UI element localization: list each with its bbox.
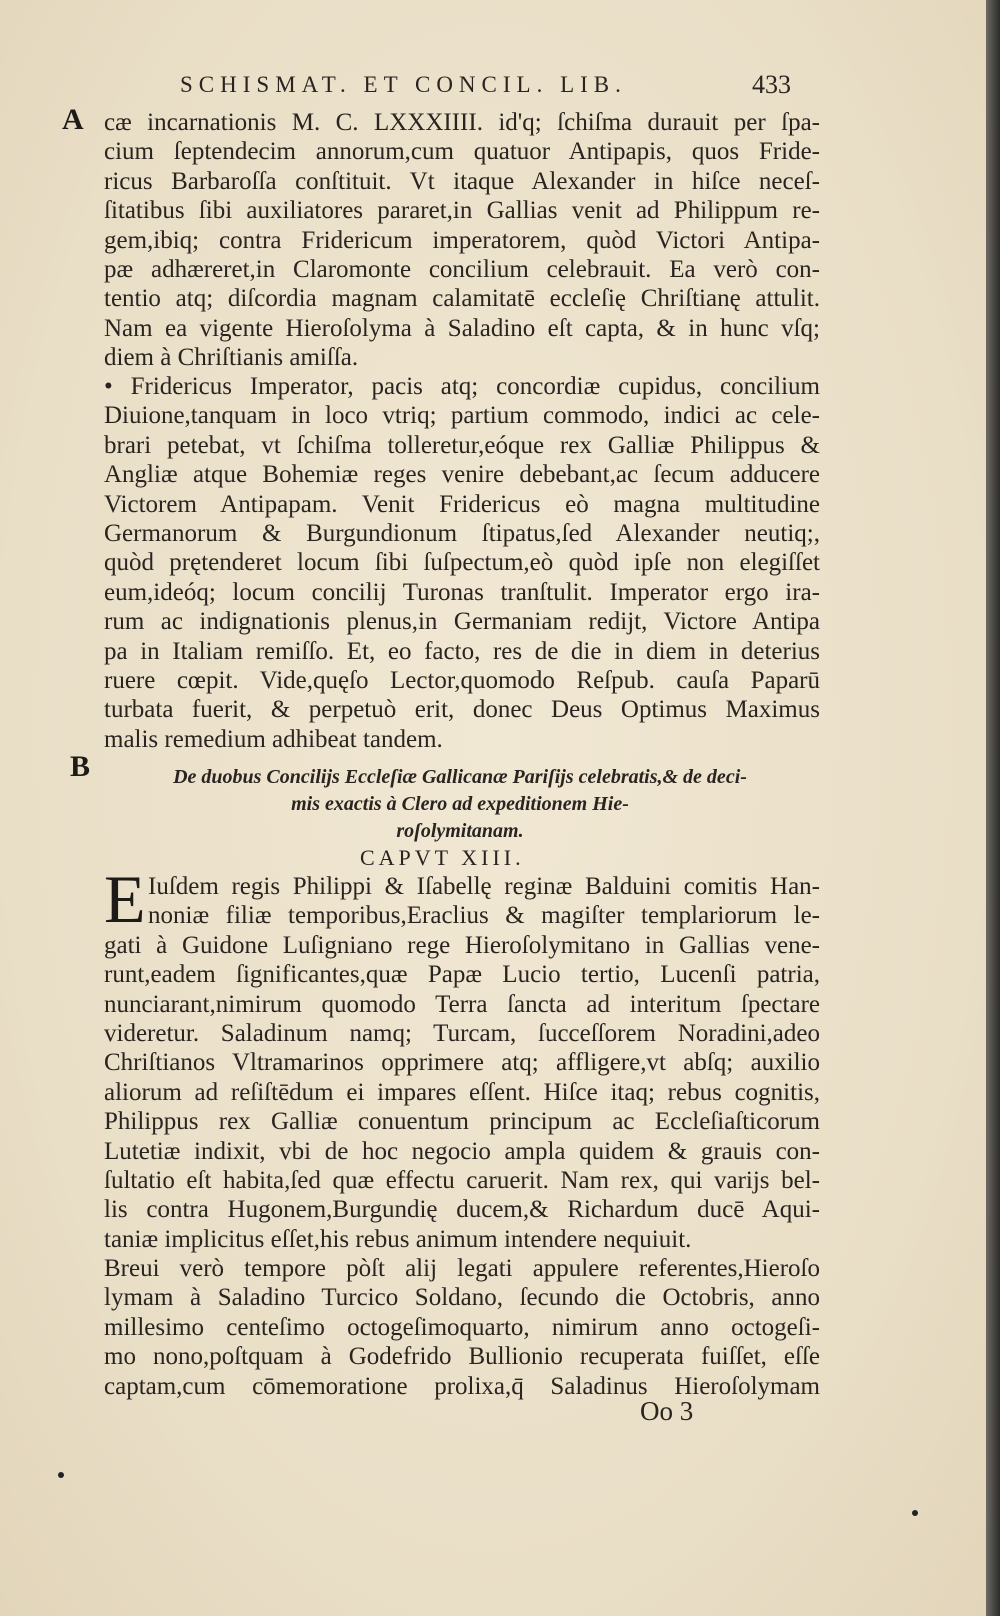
text-line: gati à Guidone Luſigniano rege Hieroſolymitano in Gallias vene- — [104, 931, 820, 959]
heading-line: mis exactis à Clero ad expeditionem Hie- — [291, 793, 629, 815]
text-line: brari petebat, vt ſchiſma tolleretur,eóque rex Galliæ Philippus & — [104, 431, 820, 459]
text-line: videretur. Saladinum namq; Turcam, ſucceſſorem Noradini,adeo — [104, 1019, 820, 1047]
paragraph-2 — [104, 372, 820, 754]
text-line: lis contra Hugonem,Burgundię ducem,& Richardum ducē Aqui- — [104, 1196, 820, 1224]
text-line: aliorum ad reſiſtēdum ei impares eſſent. Hiſce itaq; rebus cognitis, — [104, 1078, 820, 1106]
text-line: rum ac indignationis plenus,in Germaniam rediјt, Victore Antipa — [104, 608, 820, 636]
paragraph-1 — [104, 108, 820, 373]
text-line: noniæ filiæ temporibus,Eraclius & magiſter templariorum le- — [148, 902, 820, 930]
chapter-number: CAPVT XIII. — [360, 845, 525, 870]
text-line: nunciarant,nimirum quomodo Terra ſancta ad interitum ſpectare — [104, 990, 820, 1018]
margin-letter-b: B — [70, 750, 91, 783]
ink-speck — [58, 1472, 64, 1478]
margin-letter-a: A — [62, 103, 84, 136]
heading-line: roſolymitanam. — [396, 820, 524, 842]
text-line: Victorem Antipapam. Venit Fridericus eò magna multitudine — [104, 490, 820, 518]
text-line: taniæ implicitus eſſet,his rebus animum intendere nequiuit. — [104, 1225, 692, 1253]
paragraph-3 — [104, 931, 820, 1254]
text-line: Diuione,tanquam in loco vtriq; partium commodo, indici ac cele- — [104, 402, 820, 430]
text-line: • Fridericus Imperator, pacis atq; concordiæ cupidus, concilium — [104, 373, 820, 400]
text-line: pæ adhæreret,in Claromonte concilium celebrauit. Ea verò con- — [104, 255, 820, 283]
text-line: Iuſdem regis Philippi & Iſabellę reginæ Balduini comitis Han- — [148, 873, 820, 900]
running-head — [0, 68, 986, 104]
page-number: 433 — [752, 70, 791, 99]
text-line: ſitatibus ſibi auxiliatores pararet,in Gallias venit ad Philippum re- — [104, 197, 820, 225]
paragraph-3-indented — [148, 872, 820, 931]
text-line: malis remedium adhibeat tandem. — [104, 725, 443, 753]
text-line: Lutetiæ indixit, vbi de hoc negocio ampla quidem & grauis con- — [104, 1137, 820, 1165]
text-line: cæ incarnationis M. C. LXXXIIII. id'q; ſchiſma durauit per ſpa- — [104, 109, 820, 136]
text-line: pa in Italiam remiſſo. Et, eo facto, res de die in diem in deterius — [104, 637, 820, 665]
text-line: captam,cum cōmemoratione prolixa,q̄ Saladinus Hieroſolymam — [104, 1372, 820, 1400]
text-line: gem,ibiq; contra Fridericum imperatorem, quòd Victori Antipa- — [104, 226, 820, 254]
text-line: turbata fuerit, & perpetuò erit, donec Deus Optimus Maximus — [104, 696, 820, 724]
heading-line: De duobus Concilijs Eccleſiæ Gallicanæ Pariſijs celebratis,& de deci- — [173, 766, 747, 788]
text-line: tentio atq; diſcordia magnam calamitatē eccleſię Chriſtianę attulit. — [104, 285, 820, 313]
text-line: ſultatio eſt habita,ſed quæ effectu caruerit. Nam rex, qui varijs bel- — [104, 1166, 820, 1194]
text-line: eum,ideóq; locum concilij Turonas tranſtulit. Imperator ergo ira- — [104, 578, 820, 606]
drop-capital: E — [104, 861, 146, 937]
text-line: diem à Chriſtianis amiſſa. — [104, 344, 359, 372]
text-line: Angliæ atque Bohemiæ reges venire debebant,ac ſecum adducere — [104, 461, 820, 489]
text-line: lymam à Saladino Turcico Soldano, ſecundo die Octobris, anno — [104, 1284, 820, 1312]
text-line: Philippus rex Galliæ conuentum principum ac Eccleſiaſticorum — [104, 1108, 820, 1136]
text-line: Germanorum & Burgundionum ſtipatus,ſed Alexander neutiq;, — [104, 519, 820, 547]
text-line: Breui verò tempore pòſt alij legati appulere referentes,Hieroſo — [104, 1255, 820, 1282]
text-line: Nam ea vigente Hieroſolyma à Saladino eſt capta, & in hunc vſq; — [104, 314, 820, 342]
text-line: runt,eadem ſignificantes,quæ Papæ Lucio tertio, Lucenſi patria, — [104, 961, 820, 989]
text-line: Chriſtianos Vltramarinos opprimere atq; affligere,vt abſq; auxilio — [104, 1049, 820, 1077]
paragraph-4 — [104, 1254, 820, 1401]
text-line: mo nono,poſtquam à Godefrido Bullionio recuperata fuiſſet, eſſe — [104, 1343, 820, 1371]
text-line: cium ſeptendecim annorum,cum quatuor Antipapis, quos Fride- — [104, 138, 820, 166]
running-head-title: SCHISMAT. ET CONCIL. LIB. — [180, 72, 627, 97]
signature-mark: Oo 3 — [640, 1396, 694, 1426]
text-line: ruere cœpit. Vide,quęſo Lector,quomodo Reſpub. cauſa Paparū — [104, 666, 820, 694]
text-line: ricus Barbaroſſa conſtituit. Vt itaque Alexander in hiſce neceſ- — [104, 167, 820, 195]
chapter-heading — [160, 764, 760, 845]
ink-speck — [912, 1510, 918, 1516]
page-edge — [986, 0, 1000, 1616]
text-line: millesimo centeſimo octogeſimoquarto, nimirum anno octogeſi- — [104, 1313, 820, 1341]
text-line: quòd prętenderet locum ſibi ſuſpectum,eò quòd ipſe non elegiſſet — [104, 549, 820, 577]
